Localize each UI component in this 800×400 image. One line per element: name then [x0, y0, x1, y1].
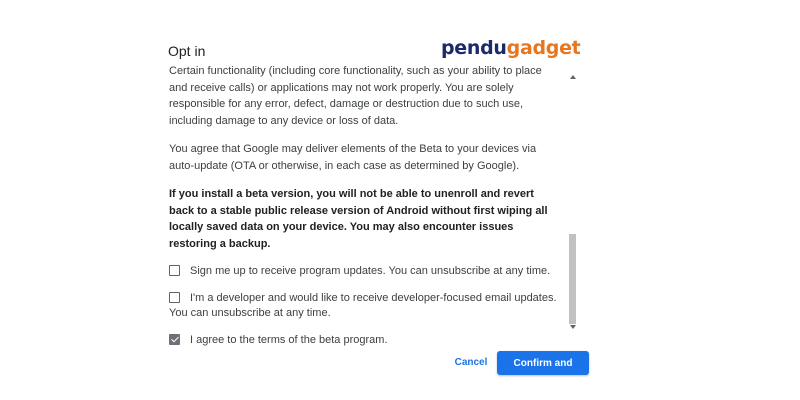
developer-email-checkbox-row[interactable] [169, 291, 559, 321]
checkbox-label: I'm a developer and would like to receive developer-focused email updates. You can unsubscribe at any time. [169, 292, 557, 319]
developer-email-checkbox[interactable] [169, 292, 180, 303]
agree-terms-checkbox-row[interactable] [169, 333, 559, 348]
warning-paragraph: If you install a beta version, you will not be able to unenroll and revert back to a stable public release version of Android without first wiping all locally saved data on your device. You may also encounter issues restoring a backup. [169, 188, 548, 250]
updates-checkbox-row[interactable] [169, 264, 559, 279]
scrollbar[interactable] [568, 70, 578, 332]
logo-text-part2: gadget [506, 37, 581, 59]
scrollbar-thumb[interactable] [569, 234, 576, 324]
scroll-up-arrow-icon[interactable] [570, 75, 576, 79]
terms-paragraph: You agree that Google may deliver elements of the Beta to your devices via auto-update (OTA or otherwise, in each case as determined by Google). [169, 143, 537, 172]
terms-paragraph: Certain functionality (including core functionality, such as your ability to place and receive calls) or applications may not work properly. You are solely responsible for any error, defect, damage or destruction due to such use, including damage to any device or loss of data. [169, 65, 542, 127]
terms-scroll-area[interactable] [169, 65, 559, 346]
logo [441, 37, 580, 59]
updates-checkbox[interactable] [169, 265, 180, 276]
agree-terms-checkbox[interactable] [169, 334, 180, 345]
checkbox-label: Sign me up to receive program updates. You can unsubscribe at any time. [190, 265, 551, 277]
checkbox-label: I agree to the terms of the beta program. [190, 334, 388, 346]
cancel-button[interactable]: Cancel [449, 352, 493, 374]
logo-text-part1: pendu [441, 37, 507, 59]
confirm-enroll-button[interactable]: Confirm and enroll [497, 351, 589, 375]
page-title: Opt in [168, 43, 206, 59]
scroll-down-arrow-icon[interactable] [570, 325, 576, 329]
